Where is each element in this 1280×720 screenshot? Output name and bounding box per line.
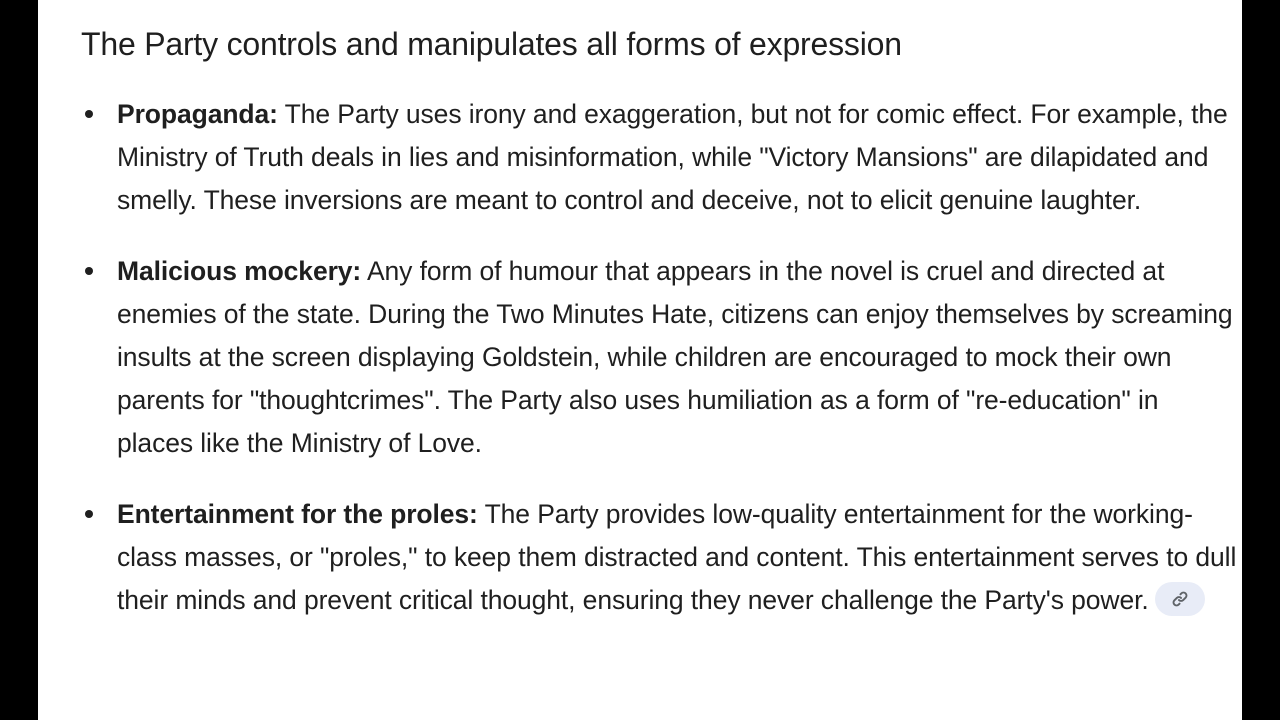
bullet-text: The Party provides low-quality entertainment for the working-class masses, or "proles," to keep them distracted and content. This entertainment serves to dull their minds and prevent critical thought, ensuring they never challenge the Party's power. [117, 499, 1237, 615]
bullet-list [117, 93, 1237, 650]
link-icon [1171, 590, 1189, 608]
bullet-dot [85, 267, 93, 275]
bullet-term: Propaganda: [117, 99, 278, 129]
bullet-term: Malicious mockery: [117, 256, 362, 286]
list-item-propaganda [117, 93, 1237, 222]
bullet-dot [85, 510, 93, 518]
bullet-dot [85, 110, 93, 118]
bullet-text: Any form of humour that appears in the novel is cruel and directed at enemies of the state. During the Two Minutes Hate, citizens can enjoy themselves by screaming insults at the screen displaying Goldstein, while children are encouraged to mock their own parents for "thoughtcrimes". The Party also uses humiliation as a form of "re-education" in places like the Ministry of Love. [117, 256, 1233, 458]
bullet-term: Entertainment for the proles: [117, 499, 478, 529]
bullet-text: The Party uses irony and exaggeration, but not for comic effect. For example, the Ministry of Truth deals in lies and misinformation, while "Victory Mansions" are dilapidated and smelly. These inversions are meant to control and deceive, not to elicit genuine laughter. [117, 99, 1228, 215]
section-heading: The Party controls and manipulates all forms of expression [81, 26, 902, 62]
content-panel [38, 0, 1242, 720]
list-item-malicious-mockery [117, 250, 1237, 465]
source-link-chip[interactable] [1155, 582, 1205, 616]
list-item-entertainment [117, 493, 1237, 622]
